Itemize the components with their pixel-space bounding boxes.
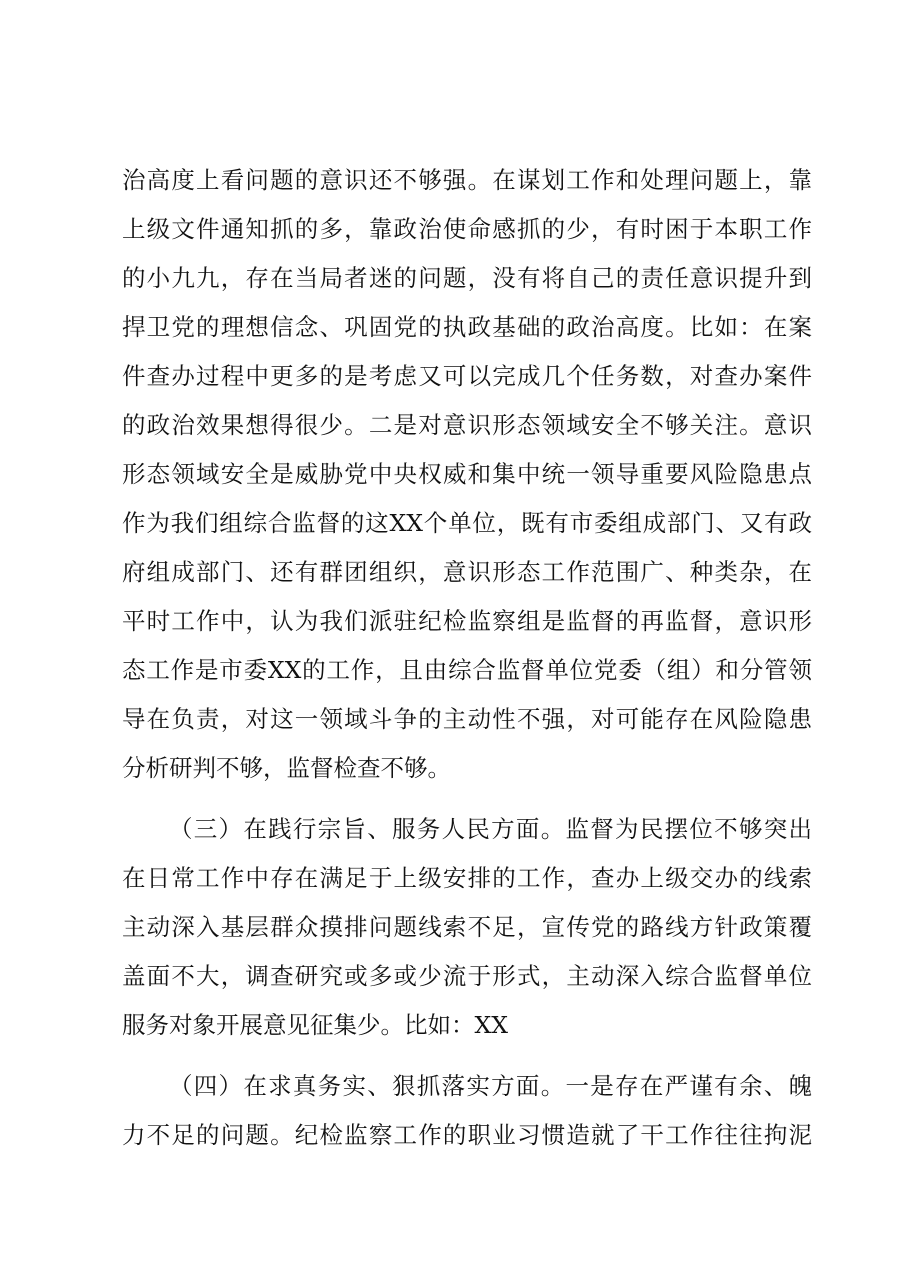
- text-line: 作为我们组综合监督的这XX个单位，既有市委组成部门、又有政: [122, 509, 812, 537]
- paragraph-3: [122, 1062, 812, 1160]
- text-line: 上级文件通知抓的多，靠政治使命感抓的少，有时困于本职工作: [122, 215, 812, 243]
- text-line: 导在负责，对这一领域斗争的主动性不强，对可能存在风险隐患: [122, 705, 812, 733]
- text-line: 态工作是市委XX的工作，且由综合监督单位党委（组）和分管领: [122, 656, 812, 684]
- text-line: 盖面不大，调查研究或多或少流于形式，主动深入综合监督单位: [122, 962, 812, 990]
- paragraph-spacer: [122, 1050, 812, 1062]
- text-line: 捍卫党的理想信念、巩固党的执政基础的政治高度。比如：在案: [122, 313, 812, 341]
- text-line: 形态领域安全是威胁党中央权威和集中统一领导重要风险隐患点: [122, 460, 812, 488]
- text-line: 在日常工作中存在满足于上级安排的工作，查办上级交办的线索: [122, 864, 812, 892]
- text-line: 主动深入基层群众摸排问题线索不足，宣传党的路线方针政策覆: [122, 913, 812, 941]
- text-line: 治高度上看问题的意识还不够强。在谋划工作和处理问题上，靠: [122, 166, 812, 194]
- text-line: 件查办过程中更多的是考虑又可以完成几个任务数，对查办案件: [122, 362, 812, 390]
- text-line: 服务对象开展意见征集少。比如：XX: [122, 1011, 508, 1039]
- text-line: 平时工作中，认为我们派驻纪检监察组是监督的再监督，意识形: [122, 607, 812, 635]
- text-line: 府组成部门、还有群团组织，意识形态工作范围广、种类杂，在: [122, 558, 812, 586]
- text-line: （三）在践行宗旨、服务人民方面。监督为民摆位不够突出: [169, 815, 812, 843]
- text-line: （四）在求真务实、狠抓落实方面。一是存在严谨有余、魄: [169, 1072, 812, 1100]
- text-line: 的政治效果想得很少。二是对意识形态领域安全不够关注。意识: [122, 411, 812, 439]
- text-line: 分析研判不够，监督检查不够。: [122, 754, 451, 782]
- text-line: 的小九九，存在当局者迷的问题，没有将自己的责任意识提升到: [122, 264, 812, 292]
- paragraph-2: [122, 805, 812, 1050]
- paragraph-spacer: [122, 793, 812, 805]
- paragraph-1: [122, 156, 812, 793]
- document-body: [122, 156, 812, 1160]
- text-line: 力不足的问题。纪检监察工作的职业习惯造就了干工作往往拘泥: [122, 1121, 812, 1149]
